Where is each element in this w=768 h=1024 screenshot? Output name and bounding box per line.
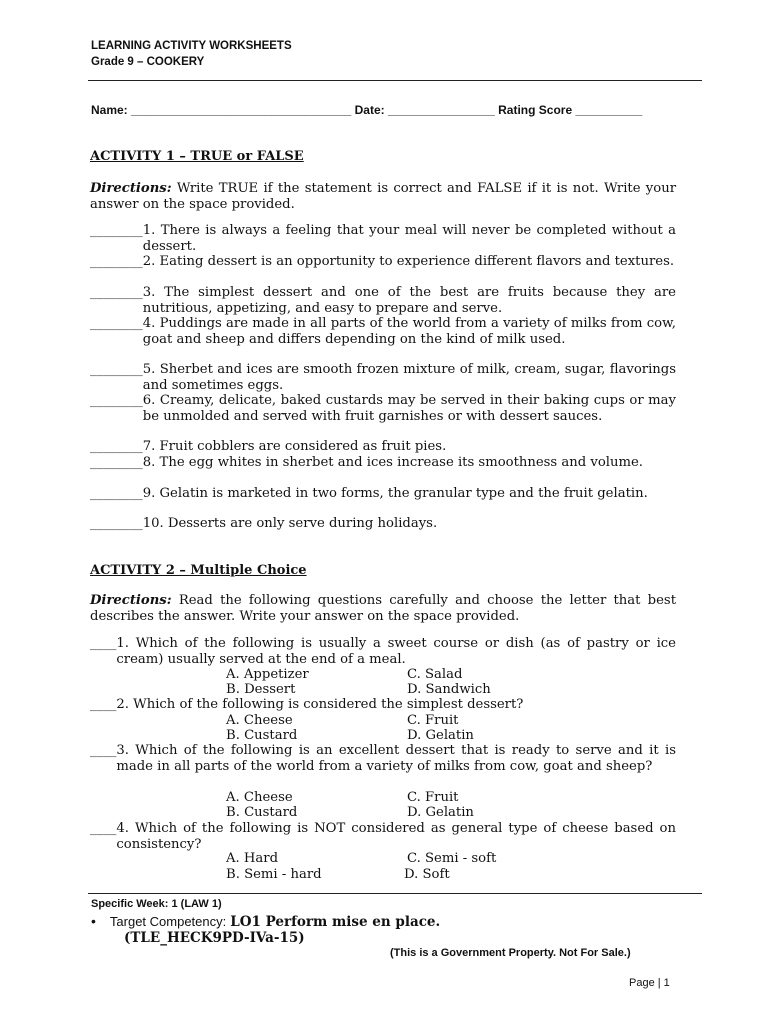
answer-blank: ________ — [90, 439, 143, 454]
statement-text: 3. The simplest dessert and one of the best are fruits because they are nutritious, appetizing, and easy to prepare and serve. — [142, 285, 676, 316]
mc-question-3 — [90, 743, 676, 774]
option-c: C. Salad — [407, 667, 463, 682]
option-d: D. Soft — [404, 867, 450, 882]
tf-item-4 — [90, 316, 676, 347]
answer-blank: ____ — [90, 821, 117, 836]
answer-blank: ____ — [90, 743, 117, 758]
option-b: B. Semi - hard — [226, 867, 322, 882]
option-d: D. Gelatin — [407, 728, 474, 743]
tf-item-3 — [90, 285, 676, 316]
specific-week: Specific Week: 1 (LAW 1) — [91, 898, 222, 910]
info-line — [91, 103, 642, 117]
competency-code: (TLE_HECK9PD-IVa-15) — [124, 930, 305, 946]
tf-item-6 — [90, 393, 676, 424]
statement-text: 2. Eating dessert is an opportunity to experience different flavors and textures. — [142, 254, 675, 269]
activity1-directions-text: Write TRUE if the statement is correct and FALSE if it is not. Write your answer on the space provided. — [90, 181, 676, 212]
date-blank: ________________ — [387, 103, 495, 117]
tf-item-5 — [90, 362, 676, 393]
activity2-directions-text: Read the following questions carefully and choose the letter that best describes the answer. Write your answer on the space provided. — [90, 593, 676, 624]
statement-text: 1. There is always a feeling that your meal will never be completed without a dessert. — [142, 223, 676, 254]
footer-divider — [88, 893, 702, 894]
score-label: Rating Score — [498, 103, 573, 117]
worksheet-title: LEARNING ACTIVITY WORKSHEETS — [91, 40, 292, 52]
page-number: Page | 1 — [629, 977, 670, 989]
question-text: 1. Which of the following is usually a sweet course or dish (as of pastry or ice cream) usually served at the end of a meal. — [116, 636, 676, 667]
option-b: B. Custard — [226, 728, 298, 743]
tf-item-7 — [90, 439, 676, 455]
activity2-title: ACTIVITY 2 – Multiple Choice — [90, 563, 307, 578]
option-c: C. Semi - soft — [407, 851, 497, 866]
answer-blank: ____ — [90, 697, 117, 712]
activity1-directions — [90, 181, 676, 212]
date-label: Date: — [354, 103, 385, 117]
answer-blank: ________ — [90, 316, 143, 331]
option-b: B. Dessert — [226, 682, 296, 697]
option-a: A. Cheese — [226, 713, 293, 728]
name-label: Name: — [91, 103, 128, 117]
worksheet-subtitle: Grade 9 – COOKERY — [91, 56, 205, 68]
statement-text: 4. Puddings are made in all parts of the world from a variety of milks from cow, goat and sheep and differs depending on the kind of milk used. — [142, 316, 676, 347]
header-divider — [88, 80, 702, 81]
statement-text: 10. Desserts are only serve during holidays. — [142, 516, 438, 531]
statement-text: 6. Creamy, delicate, baked custards may be served in their baking cups or may be unmolded and served with fruit garnishes or with dessert sauces. — [142, 393, 676, 424]
answer-blank: ________ — [90, 362, 143, 377]
answer-blank: ________ — [90, 285, 143, 300]
tf-item-8 — [90, 455, 676, 471]
statement-text: 5. Sherbet and ices are smooth frozen mixture of milk, cream, sugar, flavorings and sometimes eggs. — [142, 362, 676, 393]
answer-blank: ________ — [90, 223, 143, 238]
mc-question-1 — [90, 636, 676, 667]
question-text: 2. Which of the following is considered the simplest dessert? — [116, 697, 524, 712]
score-blank: __________ — [575, 103, 643, 117]
answer-blank: ________ — [90, 455, 143, 470]
option-d: D. Gelatin — [407, 805, 474, 820]
tf-item-9 — [90, 486, 676, 502]
tf-item-1 — [90, 223, 676, 254]
question-text: 3. Which of the following is an excellent dessert that is ready to serve and it is made in all parts of the world from a variety of milks from cow, goat and sheep? — [116, 743, 676, 774]
option-a: A. Appetizer — [226, 667, 309, 682]
statement-text: 9. Gelatin is marketed in two forms, the granular type and the fruit gelatin. — [142, 486, 648, 501]
activity2-directions-label: Directions: — [90, 593, 172, 608]
option-c: C. Fruit — [407, 713, 459, 728]
answer-blank: ________ — [90, 516, 143, 531]
name-blank: _________________________________ — [131, 103, 352, 117]
activity1-title: ACTIVITY 1 – TRUE or FALSE — [90, 149, 304, 164]
option-b: B. Custard — [226, 805, 298, 820]
bullet: • — [91, 913, 96, 929]
mc-question-4 — [90, 821, 676, 852]
answer-blank: ________ — [90, 393, 143, 408]
answer-blank: ________ — [90, 254, 143, 269]
tf-item-2 — [90, 254, 676, 270]
tf-item-10 — [90, 516, 676, 532]
option-a: A. Cheese — [226, 790, 293, 805]
question-text: 4. Which of the following is NOT considered as general type of cheese based on consistency? — [116, 821, 676, 852]
option-d: D. Sandwich — [407, 682, 491, 697]
target-competency — [91, 913, 440, 931]
statement-text: 7. Fruit cobblers are considered as fruit pies. — [142, 439, 447, 454]
competency-value: LO1 Perform mise en place. — [230, 914, 441, 930]
answer-blank: ____ — [90, 636, 117, 651]
competency-label: Target Competency: — [109, 914, 227, 929]
option-c: C. Fruit — [407, 790, 459, 805]
activity2-directions — [90, 593, 676, 624]
government-property-notice: (This is a Government Property. Not For Sale.) — [390, 947, 631, 959]
activity1-directions-label: Directions: — [90, 181, 172, 196]
mc-question-2 — [90, 697, 676, 713]
option-a: A. Hard — [226, 851, 279, 866]
statement-text: 8. The egg whites in sherbet and ices increase its smoothness and volume. — [142, 455, 643, 470]
answer-blank: ________ — [90, 486, 143, 501]
